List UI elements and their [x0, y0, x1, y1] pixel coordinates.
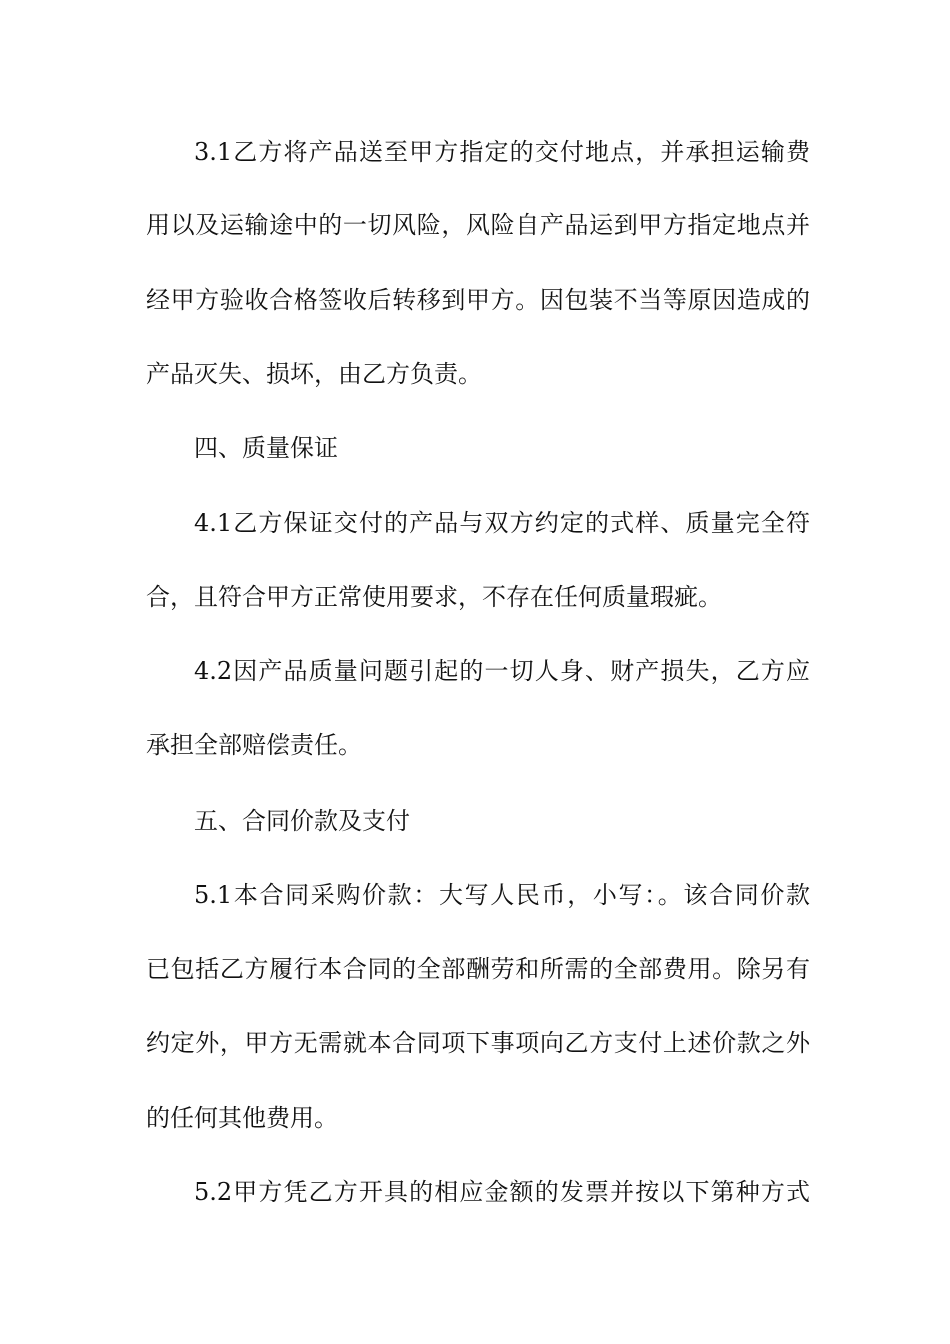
section-heading-quality-guarantee: 四、质量保证 — [194, 434, 338, 462]
paragraph-4-2-line-2: 承担全部赔偿责任。 — [146, 731, 362, 759]
paragraph-4-2-line-1: 4.2因产品质量问题引起的一切人身、财产损失，乙方应 — [194, 657, 810, 685]
paragraph-3-1-line-2: 用以及运输途中的一切风险，风险自产品运到甲方指定地点并 — [146, 211, 810, 239]
paragraph-5-1-line-2: 已包括乙方履行本合同的全部酬劳和所需的全部费用。除另有 — [146, 955, 810, 983]
section-heading-contract-price: 五、合同价款及支付 — [194, 807, 410, 835]
paragraph-3-1-line-3: 经甲方验收合格签收后转移到甲方。因包装不当等原因造成的 — [146, 286, 810, 314]
paragraph-5-1-line-3: 约定外，甲方无需就本合同项下事项向乙方支付上述价款之外 — [146, 1029, 810, 1057]
paragraph-4-1-line-2: 合，且符合甲方正常使用要求，不存在任何质量瑕疵。 — [146, 583, 722, 611]
paragraph-4-1-line-1: 4.1乙方保证交付的产品与双方约定的式样、质量完全符 — [194, 509, 810, 537]
paragraph-5-1-line-4: 的任何其他费用。 — [146, 1104, 338, 1132]
paragraph-3-1-line-1: 3.1乙方将产品送至甲方指定的交付地点，并承担运输费 — [194, 138, 810, 166]
paragraph-3-1-line-4: 产品灭失、损坏，由乙方负责。 — [146, 360, 482, 388]
paragraph-5-2-line-1: 5.2甲方凭乙方开具的相应金额的发票并按以下第种方式 — [194, 1178, 810, 1206]
paragraph-5-1-line-1: 5.1本合同采购价款：大写人民币，小写：。该合同价款 — [194, 881, 810, 909]
